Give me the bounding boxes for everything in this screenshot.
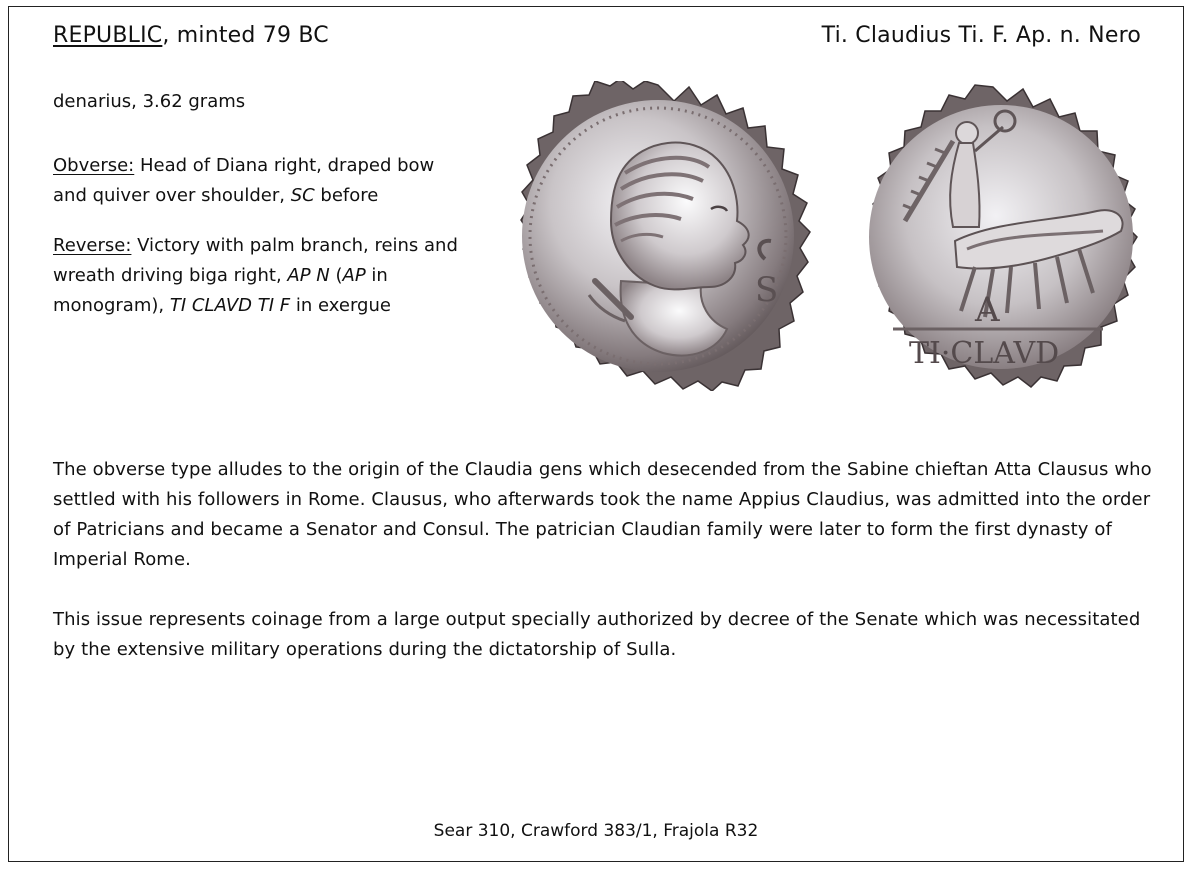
moneyer-name: Ti. Claudius Ti. F. Ap. n. Nero: [821, 23, 1141, 48]
reverse-text-4: in exergue: [290, 295, 391, 316]
reverse-monogram: A: [975, 290, 1000, 330]
issue-paragraph: This issue represents coinage from a large output specially authorized by decree of the Senate which was necessitated by the extensive military operations during the dictatorship of Sulla.: [53, 609, 1141, 660]
obverse-label: Obverse:: [53, 155, 135, 176]
obverse-description: [53, 151, 473, 211]
page-title: [53, 23, 329, 48]
reverse-text-2: (: [329, 265, 343, 286]
reverse-label: Reverse:: [53, 235, 132, 256]
obverse-text: Head of Diana right, draped bow and quiver over shoulder,: [53, 155, 435, 206]
reverse-description: [53, 231, 473, 321]
reverse-italic-3: TI CLAVD TI F: [169, 295, 291, 316]
obverse-italic: SC: [290, 185, 315, 206]
reverse-italic-1: AP N: [287, 265, 330, 286]
reverse-italic-2: AP: [342, 265, 366, 286]
origin-paragraph: The obverse type alludes to the origin of the Claudia gens which desecended from the Sabine chieftan Atta Clausus who settled with his followers in Rome. Clausus, who afterwards took the name Appius Claudius, was admitted into the order of Patricians and became a Senator and Consul. The patrician Claudian family were later to form the first dynasty of Imperial Rome.: [53, 459, 1152, 570]
reverse-coin-image: [835, 81, 1151, 391]
denomination-weight: denarius, 3.62 grams: [53, 91, 246, 112]
obverse-sc-mark: S: [755, 270, 779, 310]
reverse-text-1: Victory with palm branch, reins and wreath driving biga right,: [53, 235, 458, 286]
minted-date: , minted 79 BC: [162, 23, 329, 48]
coin-card: [8, 6, 1184, 862]
era-label: REPUBLIC: [53, 23, 163, 48]
obverse-coin-image: [503, 81, 813, 391]
reverse-text-3: in monogram),: [53, 265, 388, 316]
catalog-references: Sear 310, Crawford 383/1, Frajola R32: [433, 821, 759, 841]
obverse-tail: before: [314, 185, 379, 206]
reverse-exergue-text: TI·CLAVD: [909, 336, 1060, 371]
